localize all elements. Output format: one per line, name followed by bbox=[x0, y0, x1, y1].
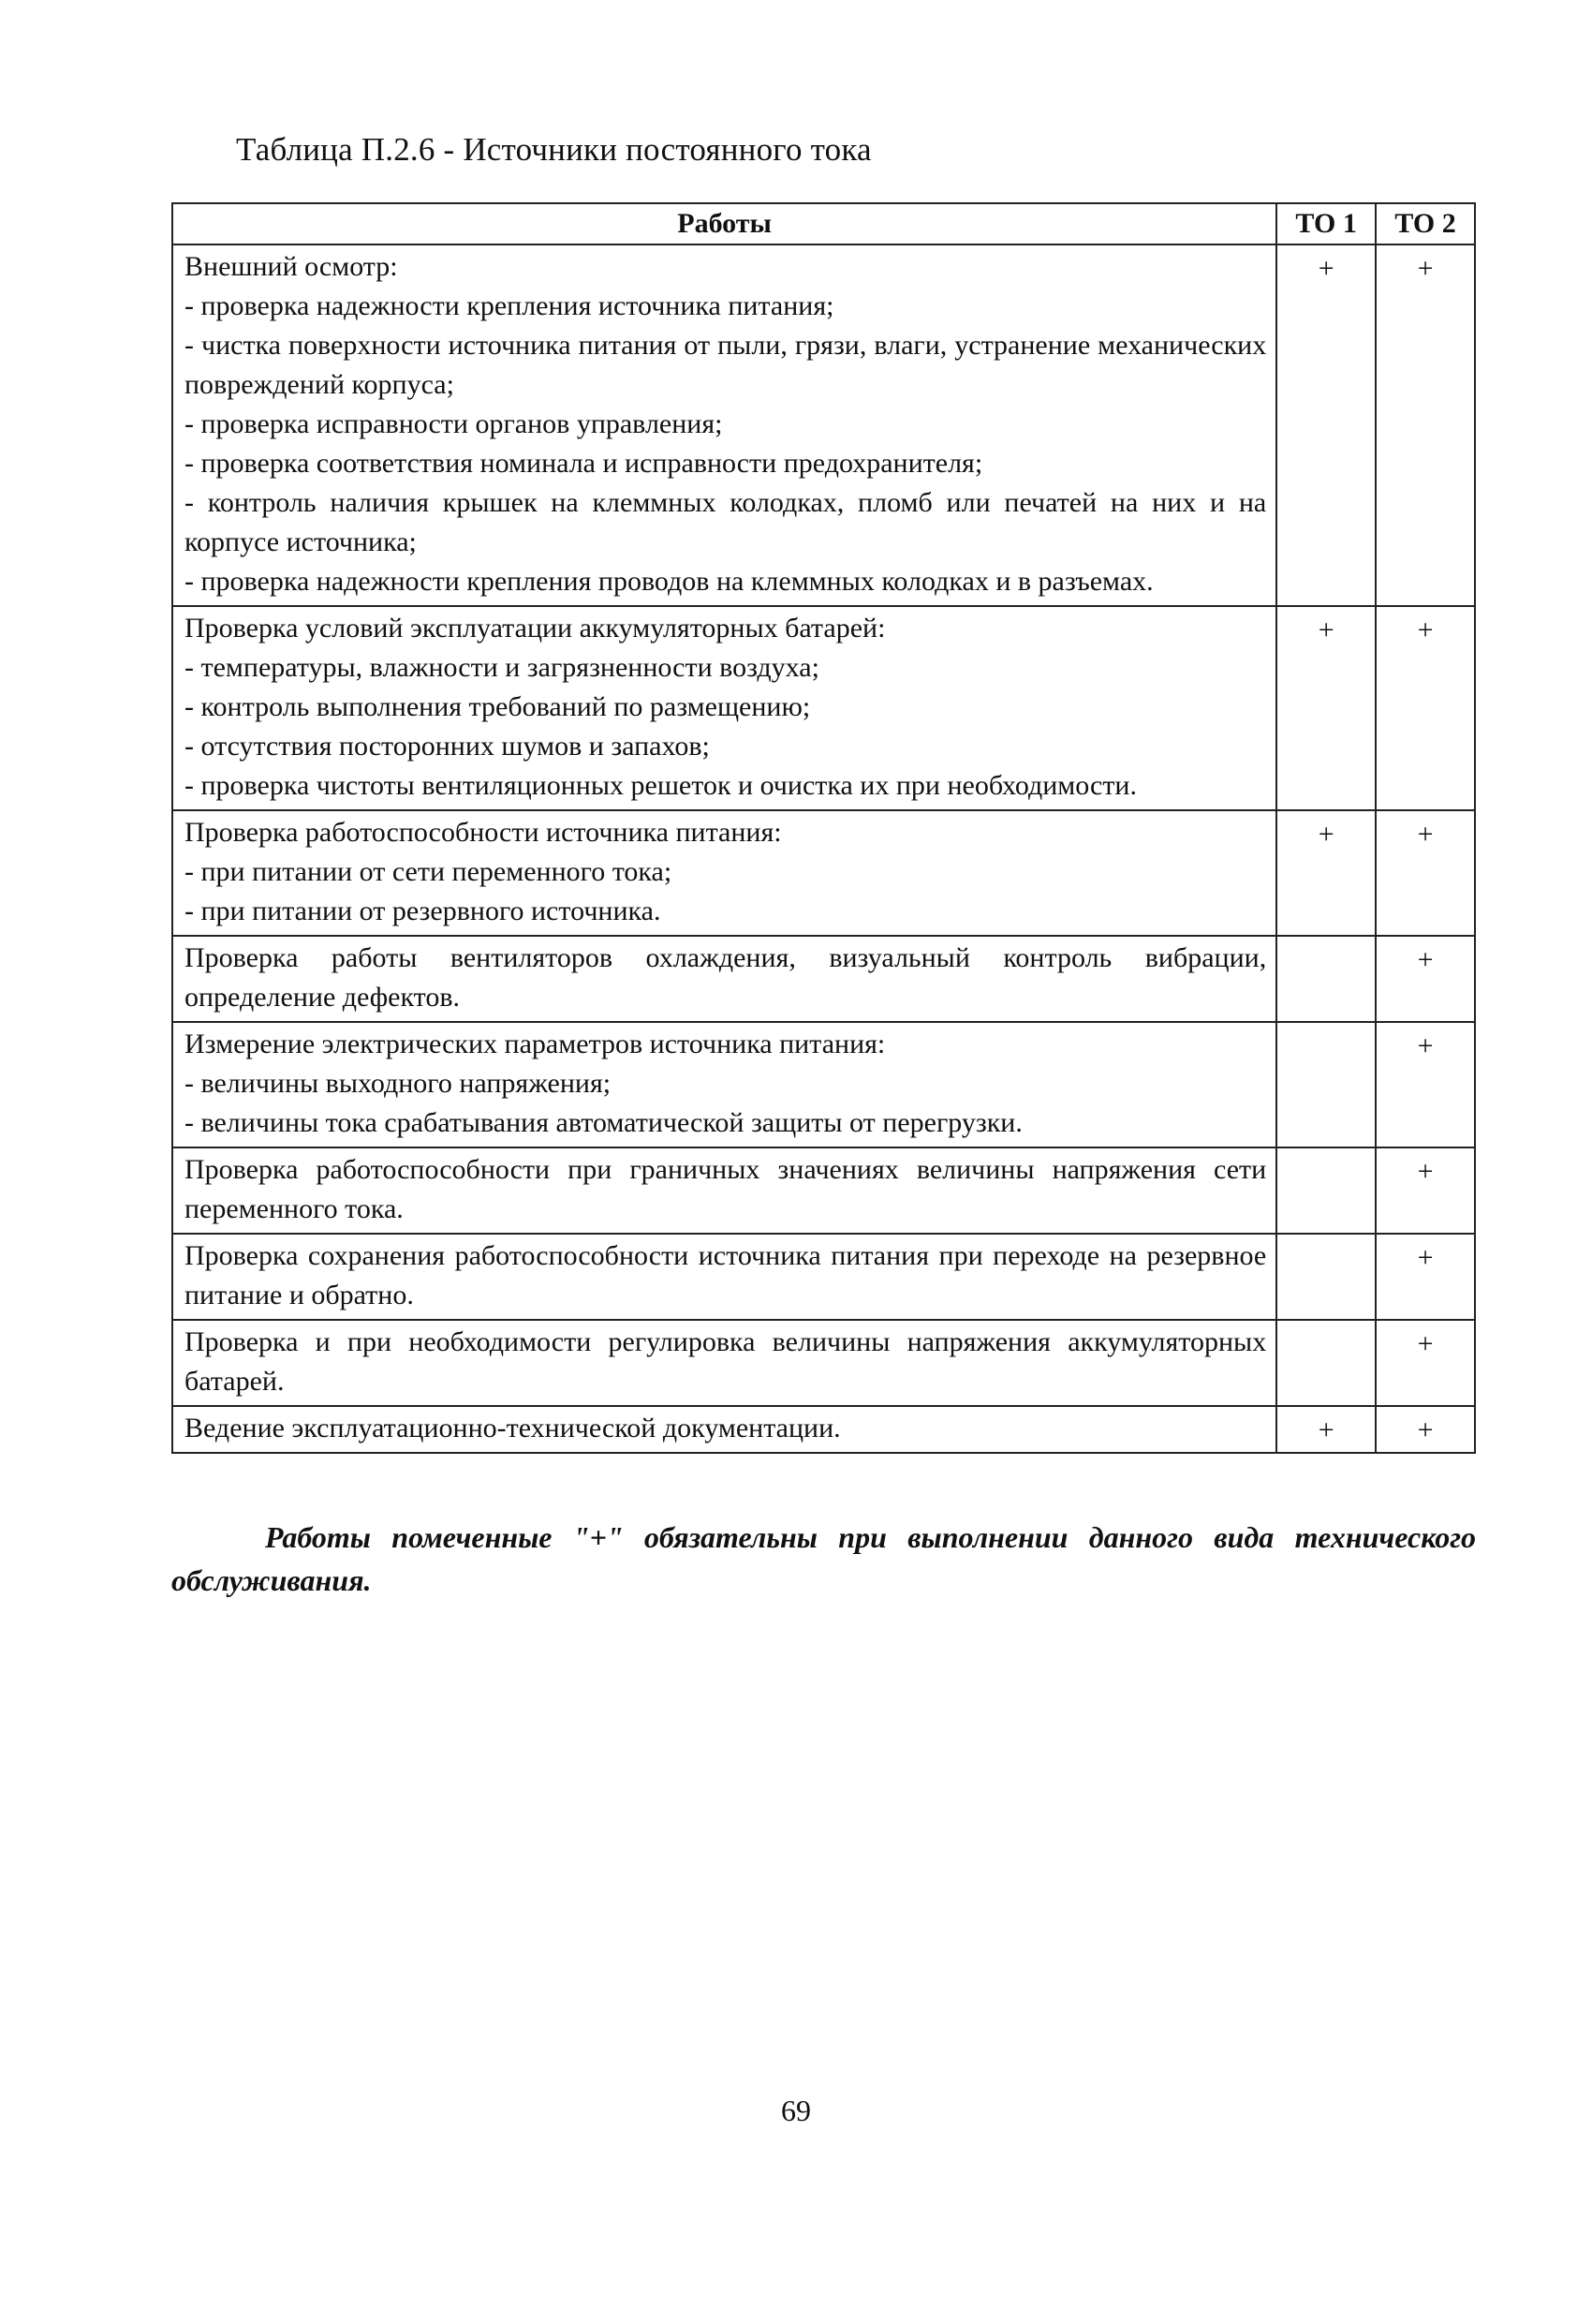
table-row bbox=[172, 936, 1475, 1022]
header-to2: ТО 2 bbox=[1376, 203, 1475, 244]
work-description bbox=[172, 1406, 1276, 1453]
to2-mark: + bbox=[1376, 1147, 1475, 1234]
work-line: Проверка и при необходимости регулировка величины напряжения аккумуляторных батарей. bbox=[184, 1326, 1267, 1397]
work-line: - при питании от резервного источника. bbox=[184, 896, 661, 926]
table-row bbox=[172, 1406, 1475, 1453]
table-row bbox=[172, 1147, 1475, 1234]
to2-mark: + bbox=[1376, 1406, 1475, 1453]
works-table bbox=[171, 202, 1476, 1454]
work-line: Проверка работоспособности источника питания: bbox=[184, 817, 782, 848]
work-line: Проверка работы вентиляторов охлаждения, визуальный контроль вибрации, определение дефектов. bbox=[184, 942, 1267, 1013]
work-line: - контроль выполнения требований по размещению; bbox=[184, 691, 811, 722]
to1-mark bbox=[1276, 1234, 1376, 1320]
to2-mark: + bbox=[1376, 936, 1475, 1022]
work-description bbox=[172, 244, 1276, 606]
to2-mark: + bbox=[1376, 810, 1475, 936]
table-row bbox=[172, 1022, 1475, 1147]
work-line: Ведение эксплуатационно-технической документации. bbox=[184, 1413, 841, 1443]
work-line: - величины тока срабатывания автоматической защиты от перегрузки. bbox=[184, 1107, 1023, 1138]
work-line: - температуры, влажности и загрязненности воздуха; bbox=[184, 652, 819, 683]
header-work: Работы bbox=[172, 203, 1276, 244]
work-description bbox=[172, 810, 1276, 936]
work-line: Проверка сохранения работоспособности источника питания при переходе на резервное питание и обратно. bbox=[184, 1240, 1267, 1310]
to1-mark: + bbox=[1276, 244, 1376, 606]
work-description bbox=[172, 1234, 1276, 1320]
work-line: Внешний осмотр: bbox=[184, 251, 398, 282]
work-line: - проверка надежности крепления источника питания; bbox=[184, 290, 834, 321]
table-row bbox=[172, 244, 1475, 606]
work-line: Проверка работоспособности при граничных значениях величины напряжения сети переменного тока. bbox=[184, 1154, 1267, 1224]
to1-mark bbox=[1276, 1320, 1376, 1406]
to2-mark: + bbox=[1376, 606, 1475, 810]
to2-mark: + bbox=[1376, 1234, 1475, 1320]
work-description bbox=[172, 606, 1276, 810]
to1-mark bbox=[1276, 1147, 1376, 1234]
table-row bbox=[172, 606, 1475, 810]
work-line: - проверка чистоты вентиляционных решеток и очистка их при необходимости. bbox=[184, 770, 1137, 801]
work-description bbox=[172, 936, 1276, 1022]
page-number: 69 bbox=[781, 2094, 811, 2127]
to1-mark: + bbox=[1276, 810, 1376, 936]
to1-mark: + bbox=[1276, 1406, 1376, 1453]
table-row bbox=[172, 1234, 1475, 1320]
to1-mark bbox=[1276, 936, 1376, 1022]
work-line: - при питании от сети переменного тока; bbox=[184, 856, 672, 887]
table-title: Таблица П.2.6 - Источники постоянного тока bbox=[236, 131, 872, 168]
to2-mark: + bbox=[1376, 244, 1475, 606]
work-line: Проверка условий эксплуатации аккумуляторных батарей: bbox=[184, 613, 886, 644]
header-to1: ТО 1 bbox=[1276, 203, 1376, 244]
table-header-row bbox=[172, 203, 1475, 244]
to1-mark bbox=[1276, 1022, 1376, 1147]
work-description bbox=[172, 1147, 1276, 1234]
footnote: Работы помеченные "+" обязательны при выполнении данного вида технического обслуживания. bbox=[171, 1520, 1476, 1597]
table-body bbox=[172, 244, 1475, 1453]
to2-mark: + bbox=[1376, 1022, 1475, 1147]
table-row bbox=[172, 810, 1475, 936]
work-description bbox=[172, 1320, 1276, 1406]
to1-mark: + bbox=[1276, 606, 1376, 810]
work-line: - чистка поверхности источника питания от пыли, грязи, влаги, устранение механических повреждений корпуса; bbox=[184, 330, 1267, 400]
table-row bbox=[172, 1320, 1475, 1406]
work-line: - величины выходного напряжения; bbox=[184, 1068, 612, 1099]
work-line: - проверка надежности крепления проводов на клеммных колодках и в разъемах. bbox=[184, 566, 1154, 597]
work-line: - отсутствия посторонних шумов и запахов; bbox=[184, 731, 710, 762]
work-line: - контроль наличия крышек на клеммных колодках, пломб или печатей на них и на корпусе источника; bbox=[184, 487, 1267, 557]
work-line: - проверка соответствия номинала и исправности предохранителя; bbox=[184, 448, 983, 479]
to2-mark: + bbox=[1376, 1320, 1475, 1406]
work-description bbox=[172, 1022, 1276, 1147]
work-line: - проверка исправности органов управления; bbox=[184, 408, 723, 439]
work-line: Измерение электрических параметров источника питания: bbox=[184, 1029, 886, 1059]
